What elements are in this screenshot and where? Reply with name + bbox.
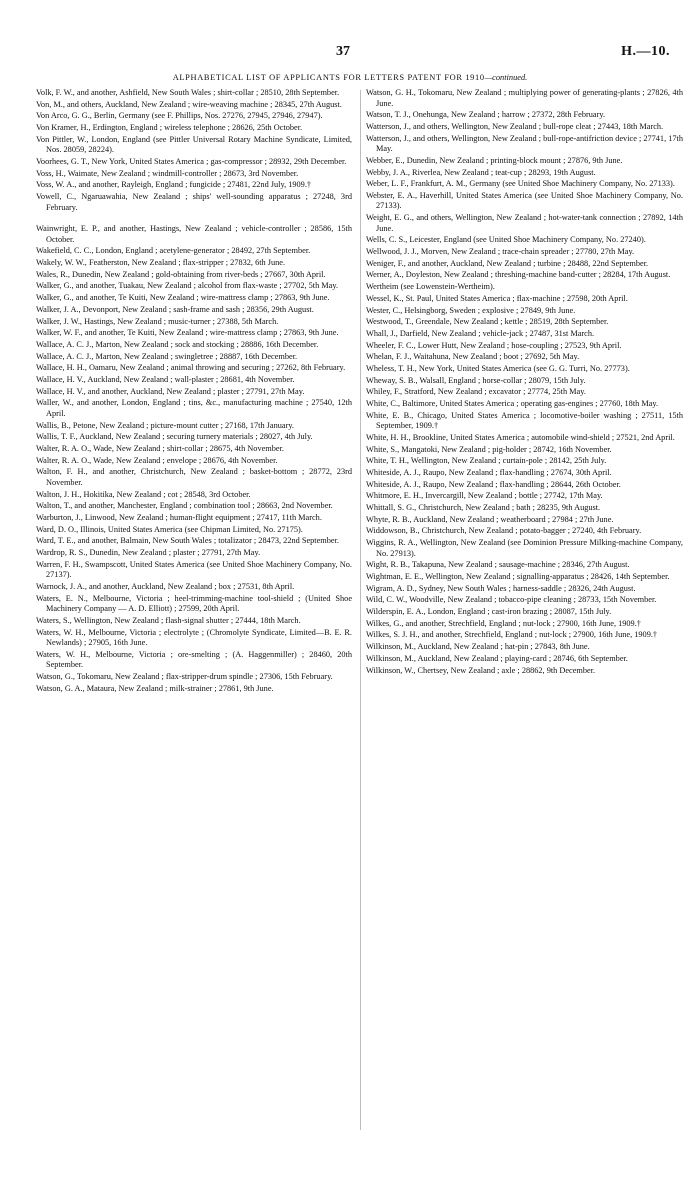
applicant-entry: White, C., Baltimore, United States America ; operating gas-engines ; 27760, 18th May. bbox=[366, 399, 659, 408]
applicant-entry: Watterson, J., and others, Wellington, New Zealand ; bull-rope-antifriction device ; 27741, 17th May. bbox=[366, 133, 683, 154]
applicant-entry: Wales, R., Dunedin, New Zealand ; gold-obtaining from river-beds ; 27667, 30th April. bbox=[36, 269, 326, 279]
applicant-entry: Voorhees, G. T., New York, United States America ; gas-compressor ; 28932, 29th December. bbox=[36, 156, 347, 166]
applicant-entry: Wakely, W. W., Featherston, New Zealand ; flax-stripper ; 27832, 6th June. bbox=[36, 258, 286, 268]
applicant-entry: Watson, G. A., Mataura, New Zealand ; milk-strainer ; 27861, 9th June. bbox=[36, 683, 274, 693]
applicant-entry: Von Arco, G. G., Berlin, Germany (see F. Phillips, Nos. 27276, 27945, 27946, 27947). bbox=[36, 111, 323, 121]
applicant-entry: Walker, W. F., and another, Te Kuiti, New Zealand ; wire-mattress clamp ; 27863, 9th June. bbox=[36, 328, 339, 338]
applicant-entry: Walker, J. A., Devonport, New Zealand ; sash-frame and sash ; 28356, 29th August. bbox=[36, 304, 314, 314]
applicant-entry: Weight, E. G., and others, Wellington, New Zealand ; hot-water-tank connection ; 27892, 14th June. bbox=[366, 213, 683, 233]
applicant-entry: Von Pittler, W., London, England (see Pittler Universal Rotary Machine Syndicate, Limited, Nos. 28059, 28224). bbox=[36, 134, 352, 155]
applicant-entry: Whiteside, A. J., Raupo, New Zealand ; flax-handling ; 28644, 26th October. bbox=[366, 479, 621, 489]
applicant-entry: Wilkinson, M., Auckland, New Zealand ; hat-pin ; 27843, 8th June. bbox=[366, 642, 590, 652]
applicant-entry: White, E. B., Chicago, United States America ; locomotive-boiler washing ; 27511, 15th September, 1909.† bbox=[366, 410, 683, 431]
applicant-columns bbox=[36, 88, 683, 1173]
applicant-entry: Warren, F. H., Swampscott, United States America (see United Shoe Machinery Company, No. 27137). bbox=[36, 559, 352, 580]
applicant-entry: Waters, S., Wellington, New Zealand ; flash-signal shutter ; 27444, 18th March. bbox=[36, 615, 301, 625]
applicant-entry: Walker, G., and another, Te Kuiti, New Zealand ; wire-mattress clamp ; 27863, 9th June. bbox=[36, 293, 330, 303]
applicant-entry: Wallace, A. C. J., Marton, New Zealand ; sock and stocking ; 28886, 16th December. bbox=[36, 339, 319, 349]
applicant-entry: Von Kramer, H., Erdington, England ; wireless telephone ; 28626, 25th October. bbox=[36, 123, 303, 133]
applicant-entry: Wheless, T. H., New York, United States America (see G. G. Turri, No. 27773). bbox=[366, 363, 630, 373]
applicant-entry: Von, M., and others, Auckland, New Zealand ; wire-weaving machine ; 28345, 27th August. bbox=[36, 99, 342, 109]
applicant-entry: Volk, F. W., and another, Ashfield, New South Wales ; shirt-collar ; 28510, 28th September. bbox=[36, 88, 340, 97]
applicant-entry: Waters, E. N., Melbourne, Victoria ; heel-trimming-machine tool-shield ; (United Shoe Machinery Company — A. D. Elliott) ; 27599, 20th April. bbox=[36, 593, 352, 614]
applicant-entry: Wellwood, J. J., Morven, New Zealand ; trace-chain spreader ; 27780, 27th May. bbox=[366, 247, 635, 257]
page-number: 37 bbox=[336, 44, 350, 59]
right-column bbox=[366, 88, 683, 677]
applicant-entry: Wheeler, F. C., Lower Hutt, New Zealand ; hose-coupling ; 27523, 9th April. bbox=[366, 340, 622, 350]
applicant-entry: Weniger, F., and another, Auckland, New Zealand ; turbine ; 28488, 22nd September. bbox=[366, 258, 649, 268]
left-column bbox=[36, 88, 352, 695]
applicant-entry: Warnock, J. A., and another, Auckland, New Zealand ; box ; 27531, 8th April. bbox=[36, 581, 295, 591]
heading-continued: —continued. bbox=[484, 73, 528, 82]
document-code: H.—10. bbox=[621, 44, 670, 59]
applicant-entry: Ward, T. E., and another, Balmain, New South Wales ; totalizator ; 28473, 22nd September. bbox=[36, 536, 339, 546]
applicant-entry: Walton, T., and another, Manchester, England ; combination tool ; 28663, 2nd November. bbox=[36, 501, 333, 511]
applicant-entry: Whyte, R. B., Auckland, New Zealand ; weatherboard ; 27984 ; 27th June. bbox=[366, 514, 614, 524]
applicant-entry: Watson, T. J., Onehunga, New Zealand ; harrow ; 27372, 28th February. bbox=[366, 110, 606, 120]
applicant-entry: Wallis, T. F., Auckland, New Zealand ; securing turnery materials ; 28027, 4th July. bbox=[36, 432, 313, 442]
applicant-entry: Wheway, S. B., Walsall, England ; horse-collar ; 28079, 15th July. bbox=[366, 375, 586, 385]
applicant-entry: Wertheim (see Lowenstein-Wertheim). bbox=[366, 282, 495, 292]
applicant-entry: Vowell, C., Ngaruawahia, New Zealand ; ships' well-sounding apparatus ; 27248, 3rd February. bbox=[36, 192, 352, 212]
applicant-entry: Wilderspin, E. A., London, England ; cast-iron brazing ; 28087, 15th July. bbox=[366, 607, 612, 617]
applicant-entry: Wilkes, S. J. H., and another, Strechfield, England ; nut-lock ; 27900, 16th June, 1909.† bbox=[366, 630, 658, 640]
applicant-entry: Whittall, S. G., Christchurch, New Zealand ; bath ; 28235, 9th August. bbox=[366, 503, 601, 513]
applicant-entry: Walton, J. H., Hokitika, New Zealand ; cot ; 28548, 3rd October. bbox=[36, 489, 251, 499]
applicant-entry: Webby, J. A., Riverlea, New Zealand ; teat-cup ; 28293, 19th August. bbox=[366, 167, 596, 177]
applicant-entry: Wight, R. B., Takapuna, New Zealand ; sausage-machine ; 28346, 27th August. bbox=[366, 560, 630, 570]
applicant-entry: Wessel, K., St. Paul, United States America ; flax-machine ; 27598, 20th April. bbox=[366, 293, 628, 303]
applicant-entry: Wallace, A. C. J., Marton, New Zealand ; swingletree ; 28887, 16th December. bbox=[36, 351, 298, 361]
heading-title: ALPHABETICAL LIST OF APPLICANTS FOR LETTERS PATENT FOR 1910 bbox=[172, 73, 485, 82]
applicant-entry: Webster, E. A., Haverhill, United States America (see United Shoe Machinery Company, No. 27133). bbox=[366, 190, 683, 211]
applicant-entry: Walker, G., and another, Tuakau, New Zealand ; alcohol from flax-waste ; 27702, 5th May. bbox=[36, 281, 339, 291]
applicant-entry: Voss, W. A., and another, Rayleigh, England ; fungicide ; 27481, 22nd July, 1909.† bbox=[36, 180, 312, 190]
applicant-entry: Wightman, E. E., Wellington, New Zealand ; signalling-apparatus ; 28426, 14th September. bbox=[366, 572, 670, 582]
applicant-entry: Wilkinson, M., Auckland, New Zealand ; playing-card ; 28746, 6th September. bbox=[366, 653, 628, 663]
applicant-entry: Watson, G., Tokomaru, New Zealand ; flax-stripper-drum spindle ; 27306, 15th February. bbox=[36, 671, 333, 681]
applicant-entry: White, S., Mangatoki, New Zealand ; pig-holder ; 28742, 16th November. bbox=[366, 444, 612, 454]
applicant-entry: Werner, A., Doyleston, New Zealand ; threshing-machine band-cutter ; 28284, 17th August. bbox=[366, 270, 671, 280]
applicant-entry: Wallace, H. V., and another, Auckland, New Zealand ; plaster ; 27791, 27th May. bbox=[36, 386, 305, 396]
applicant-entry: Ward, D. O., Illinois, United States America (see Chipman Limited, No. 27175). bbox=[36, 524, 303, 534]
applicant-entry: Wallace, H. H., Oamaru, New Zealand ; animal throwing and securing ; 27262, 8th February. bbox=[36, 363, 346, 373]
applicant-entry: Voss, H., Waimate, New Zealand ; windmill-controller ; 28673, 3rd November. bbox=[36, 168, 299, 178]
applicant-entry: Wigram, A. D., Sydney, New South Wales ; harness-saddle ; 28326, 24th August. bbox=[366, 583, 636, 593]
applicant-entry: Widdowson, B., Christchurch, New Zealand ; potato-bagger ; 27240, 4th February. bbox=[366, 526, 642, 536]
applicant-entry: Watterson, J., and others, Wellington, New Zealand ; bull-rope cleat ; 27443, 18th March. bbox=[366, 121, 664, 131]
applicant-entry: Wells, C. S., Leicester, England (see United Shoe Machinery Company, No. 27240). bbox=[366, 235, 646, 245]
applicant-entry: Wiggins, R. A., Wellington, New Zealand (see Dominion Pressure Milking-machine Company, No. 27913). bbox=[366, 538, 683, 558]
list-heading bbox=[0, 73, 700, 82]
applicant-entry: Walton, F. H., and another, Christchurch, New Zealand ; basket-bottom ; 28772, 23rd November. bbox=[36, 467, 352, 487]
applicant-entry: Warburton, J., Linwood, New Zealand ; human-flight equipment ; 27417, 11th March. bbox=[36, 512, 322, 522]
applicant-entry: Whall, J., Darfield, New Zealand ; vehicle-jack ; 27487, 31st March. bbox=[366, 328, 595, 338]
applicant-entry: Whitmore, E. H., Invercargill, New Zealand ; bottle ; 27742, 17th May. bbox=[366, 491, 603, 501]
applicant-entry: Wester, C., Helsingborg, Sweden ; explosive ; 27849, 9th June. bbox=[366, 305, 576, 315]
applicant-entry: Wilkes, G., and another, Strechfield, England ; nut-lock ; 27900, 16th June, 1909.† bbox=[366, 618, 641, 628]
applicant-entry: Weber, L. F., Frankfurt, A. M., Germany (see United Shoe Machinery Company, No. 27133). bbox=[366, 179, 675, 189]
applicant-entry: Webber, E., Dunedin, New Zealand ; printing-block mount ; 27876, 9th June. bbox=[366, 155, 623, 165]
applicant-entry: Walker, J. W., Hastings, New Zealand ; music-turner ; 27388, 5th March. bbox=[36, 316, 279, 326]
column-divider bbox=[360, 90, 361, 1130]
applicant-entry: Wallace, H. V., Auckland, New Zealand ; wall-plaster ; 28681, 4th November. bbox=[36, 374, 295, 384]
applicant-entry: White, T. H., Wellington, New Zealand ; curtain-pole ; 28142, 25th July. bbox=[366, 456, 607, 466]
applicant-entry: Wardrop, R. S., Dunedin, New Zealand ; plaster ; 27791, 27th May. bbox=[36, 547, 261, 557]
applicant-entry: Wainwright, E. P., and another, Hastings, New Zealand ; vehicle-controller ; 28586, 15th October. bbox=[36, 224, 352, 244]
applicant-entry: Whelan, F. J., Waitahuna, New Zealand ; boot ; 27692, 5th May. bbox=[366, 352, 580, 362]
applicant-entry: Whiteside, A. J., Raupo, New Zealand ; flax-handling ; 27674, 30th April. bbox=[366, 467, 612, 477]
applicant-entry: Walter, R. A. O., Wade, New Zealand ; envelope ; 28676, 4th November. bbox=[36, 455, 278, 465]
applicant-entry: Waller, W., and another, London, England ; tins, &c., manufacturing machine ; 27540, 12th April. bbox=[36, 398, 352, 418]
applicant-entry: Waters, W. H., Melbourne, Victoria ; electrolyte ; (Chromolyte Syndicate, Limited—B. E. R. Newlands) ; 27905, 16th June. bbox=[36, 627, 352, 648]
applicant-entry: Wild, C. W., Woodville, New Zealand ; tobacco-pipe cleaning ; 28733, 15th November. bbox=[366, 595, 657, 605]
applicant-entry: Wallis, B., Petone, New Zealand ; picture-mount cutter ; 27168, 17th January. bbox=[36, 420, 295, 430]
applicant-entry: Wilkinson, W., Chertsey, New Zealand ; axle ; 28862, 9th December. bbox=[366, 665, 596, 675]
applicant-entry: Walter, R. A. O., Wade, New Zealand ; shirt-collar ; 28675, 4th November. bbox=[36, 443, 284, 453]
applicant-entry: Watson, G. H., Tokomaru, New Zealand ; multiplying power of generating-plants ; 27826, 4th June. bbox=[366, 88, 683, 108]
applicant-entry: Waters, W. H., Melbourne, Victoria ; ore-smelting ; (A. Haggenmiller) ; 28460, 20th September. bbox=[36, 649, 352, 670]
applicant-entry: White, H. H., Brookline, United States America ; automobile wind-shield ; 27521, 2nd April. bbox=[366, 432, 675, 442]
applicant-entry: Whiley, F., Stratford, New Zealand ; excavator ; 27774, 25th May. bbox=[366, 387, 586, 397]
applicant-entry: Westwood, T., Greendale, New Zealand ; kettle ; 28519, 28th September. bbox=[366, 317, 609, 327]
applicant-entry: Wakefield, C. C., London, England ; acetylene-generator ; 28492, 27th September. bbox=[36, 246, 311, 256]
